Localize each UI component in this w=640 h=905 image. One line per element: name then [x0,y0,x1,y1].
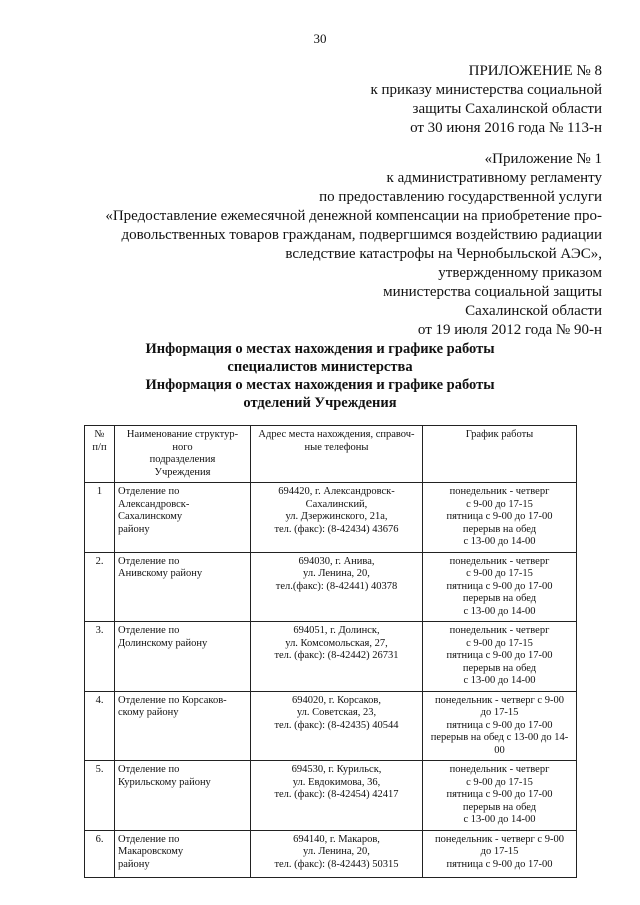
table-row [85,483,577,553]
header-address: Адрес места нахождения, справоч- ные телефоны [251,426,423,483]
table-row [85,761,577,831]
regulation-line: от 19 июля 2012 года № 90-н [417,322,602,338]
table-header-row [85,426,577,483]
regulation-line: по предоставлению государственной услуги [319,189,602,205]
branch-name: Отделение по Анивскому району [115,552,251,622]
heading-line: Информация о местах нахождения и графике работы [145,377,495,393]
annex-block [370,62,602,138]
branches-table [84,425,577,878]
table-row [85,691,577,761]
row-number: 1 [85,483,115,553]
regulation-line: довольственных товаров гражданам, подвергшимся воздействию радиации [121,227,602,243]
annex-line: от 30 июня 2016 года № 113-н [410,120,602,136]
branch-schedule: понедельник - четверг с 9-00 до 17-15 пятница с 9-00 до 17-00 перерыв на обед с 13-00 до 14-00 [423,761,577,831]
regulation-line: «Предоставление ежемесячной денежной компенсации на приобретение про- [105,208,602,224]
table-row [85,830,577,877]
branch-address: 694020, г. Корсаков, ул. Советская, 23, тел. (факс): (8-42435) 40544 [251,691,423,761]
annex-title: ПРИЛОЖЕНИЕ № 8 [468,63,602,79]
table-row [85,552,577,622]
heading-line: специалистов министерства [227,359,413,375]
header-number: № п/п [85,426,115,483]
header-name: Наименование структур- ного подразделения Учреждения [115,426,251,483]
page-number: 30 [313,31,327,46]
row-number: 5. [85,761,115,831]
row-number: 4. [85,691,115,761]
branch-name: Отделение по Макаровскому району [115,830,251,877]
regulation-line: «Приложение № 1 [484,151,602,167]
annex-line: к приказу министерства социальной [370,82,602,98]
branch-address: 694051, г. Долинск, ул. Комсомольская, 27, тел. (факс): (8-42442) 26731 [251,622,423,692]
regulation-line: утвержденному приказом [438,265,602,281]
branch-address: 694140, г. Макаров, ул. Ленина, 20, тел. (факс): (8-42443) 50315 [251,830,423,877]
branch-name: Отделение по Курильскому району [115,761,251,831]
branch-address: 694420, г. Александровск- Сахалинский, ул. Дзержинского, 21а, тел. (факс): (8-42434) 43676 [251,483,423,553]
heading-line: Информация о местах нахождения и графике работы [145,341,495,357]
row-number: 2. [85,552,115,622]
branch-address: 694030, г. Анива, ул. Ленина, 20, тел.(факс): (8-42441) 40378 [251,552,423,622]
document-heading [0,340,640,412]
heading-line: отделений Учреждения [243,395,397,411]
branch-name: Отделение по Корсаков- скому району [115,691,251,761]
branch-schedule: понедельник - четверг с 9-00 до 17-15 пятница с 9-00 до 17-00 перерыв на обед с 13-00 до 14-00 [423,622,577,692]
annex-line: защиты Сахалинской области [412,101,602,117]
row-number: 6. [85,830,115,877]
branch-name: Отделение по Александровск- Сахалинскому району [115,483,251,553]
header-schedule: График работы [423,426,577,483]
row-number: 3. [85,622,115,692]
regulation-block [105,150,602,340]
branch-schedule: понедельник - четверг с 9-00 до 17-15 пятница с 9-00 до 17-00 перерыв на обед с 13-00 до 14-00 [423,552,577,622]
table-row [85,622,577,692]
branch-schedule: понедельник - четверг с 9-00 до 17-15 пятница с 9-00 до 17-00 перерыв на обед с 13-00 до 14- 00 [423,691,577,761]
regulation-line: министерства социальной защиты [383,284,602,300]
branch-schedule: понедельник - четверг с 9-00 до 17-15 пятница с 9-00 до 17-00 перерыв на обед с 13-00 до 14-00 [423,483,577,553]
branch-name: Отделение по Долинскому району [115,622,251,692]
regulation-line: Сахалинской области [465,303,602,319]
regulation-line: к административному регламенту [386,170,602,186]
branch-address: 694530, г. Курильск, ул. Евдокимова, 36, тел. (факс): (8-42454) 42417 [251,761,423,831]
regulation-line: вследствие катастрофы на Чернобыльской АЭС», [285,246,602,262]
branch-schedule: понедельник - четверг с 9-00 до 17-15 пятница с 9-00 до 17-00 [423,830,577,877]
